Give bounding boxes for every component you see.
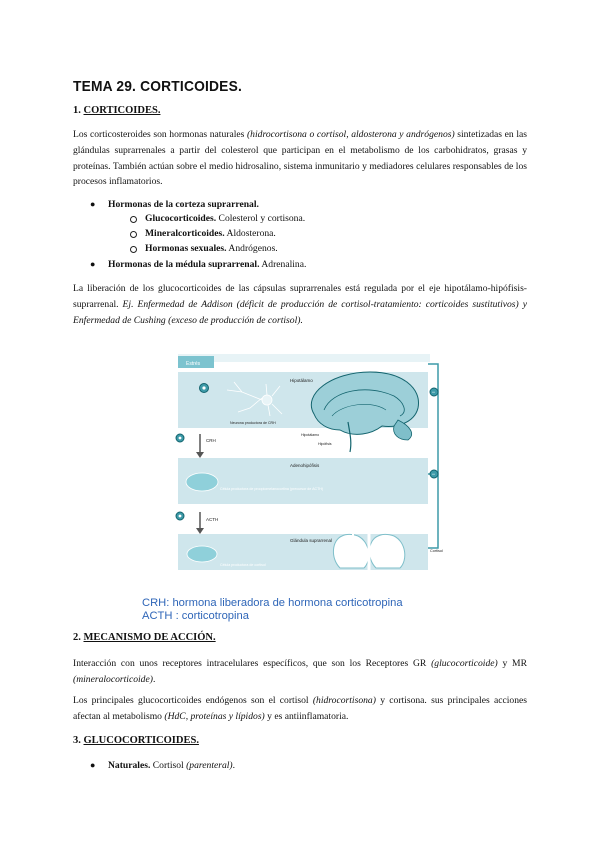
sub-bullet-circle <box>130 246 137 253</box>
stress-signal-dot <box>202 386 205 389</box>
mechanism-paragraph <box>73 656 527 688</box>
caption-crh: CRH: hormona liberadora de hormona corticotropina <box>142 597 403 609</box>
figure-top-band <box>178 354 430 362</box>
sub-bullet-circle <box>130 216 137 223</box>
neuron-label: Neurona productora de CRH <box>230 421 276 425</box>
list-item-medula: Hormonas de la médula suprarrenal. Adrenalina. <box>108 259 307 270</box>
sub-item-mineralcorticoides: Mineralcorticoides. Aldosterona. <box>145 228 276 239</box>
adenohypophysis-label: Adenohipófisis <box>290 463 320 468</box>
signal-dot <box>179 515 182 518</box>
italic-text: (hidrocortisona) <box>312 695 376 706</box>
italic-text: Ej. Enfermedad de Addison (déficit de producción de cortisol-tratamiento: corticoides sustitutivos) y Enfermedad de Cushing (exceso de producción de cortisol). <box>73 299 527 326</box>
liberation-paragraph <box>73 281 527 329</box>
crh-label: CRH <box>206 438 216 443</box>
adrenal-gland-label: Glándula suprarrenal <box>290 538 333 543</box>
caption-acth: ACTH : corticotropina <box>142 610 249 622</box>
stress-tab-label: Estrés <box>186 361 201 367</box>
adeno-cell-label: Célula productora de proopiomelanocortina (precursor de ACTH) <box>220 487 324 491</box>
inhibition-minus: − <box>431 472 436 478</box>
hipotalamo-label: Hipotálamo <box>301 433 320 437</box>
list-item-corteza <box>108 198 259 211</box>
section-2-heading: 2. MECANISMO DE ACCIÓN. <box>73 632 216 643</box>
sub-item-glucocorticoides: Glucocorticoides. Colesterol y cortisona. <box>145 213 306 224</box>
signal-dot <box>179 437 182 440</box>
text-run: sintetizadas en las glándulas suprarrenales a partir del colesterol que participan en el metabolismo de los carbohidratos, grasas y proteínas. También actúan sobre el medio hidrosalino, sistema inmunitario y mediadores celulares responsables de los procesos inflamatorios. <box>73 129 527 188</box>
intro-paragraph <box>73 127 527 190</box>
italic-text: (hidrocortisona o cortisol, aldosterona y andrógenos) <box>246 129 455 140</box>
cortisol-label: Cortisol <box>430 549 443 553</box>
hipofisis-label: Hipófisis <box>318 442 332 446</box>
hypothalamus-label: Hipotálamo <box>290 378 313 383</box>
text-run: La liberación de los glucocorticoides de las cápsulas suprarrenales está regulada por el eje hipotálamo-hipófisis-suprarrenal. <box>73 283 527 310</box>
section-2-title: MECANISMO DE ACCIÓN. <box>83 632 216 643</box>
acth-label: ACTH <box>206 517 219 522</box>
cortisol-cell-label: Célula productora de cortisol <box>220 563 266 567</box>
bullet-dot: ● <box>90 259 96 269</box>
adeno-cell-icon <box>186 473 218 491</box>
italic-text: (mineralocorticoide) <box>73 673 153 685</box>
text-run: y es antiinflamatoria. <box>264 710 349 722</box>
cortisol-cell-icon <box>187 546 217 562</box>
text-run: Interacción con unos receptores intracelulares específicos, que son los Receptores GR <box>73 658 432 669</box>
italic-text: (glucocorticoide) <box>431 658 498 669</box>
inhibition-minus: − <box>431 390 436 396</box>
section-3-heading: 3. GLUCOCORTICOIDES. <box>73 735 199 746</box>
text-run: y MR <box>497 658 527 669</box>
sub-bullet-circle <box>130 231 137 238</box>
hpa-axis-figure <box>172 354 448 570</box>
bullet-dot: ● <box>90 199 96 209</box>
text-run: . <box>152 673 156 685</box>
sub-item-hormonas-sexuales: Hormonas sexuales. Andrógenos. <box>145 243 278 254</box>
section-1-number: 1. <box>73 105 81 116</box>
section-1-heading <box>73 105 160 116</box>
list-item-naturales: Naturales. Cortisol (parenteral). <box>108 760 236 771</box>
page-title: TEMA 29. CORTICOIDES. <box>73 78 242 95</box>
section-1-title: CORTICOIDES. <box>83 105 161 116</box>
italic-text: (HdC, proteínas y lípidos) <box>164 710 265 722</box>
text-run: y cortisona. sus principales acciones afectan al metabolismo <box>73 695 528 722</box>
section-3-title: GLUCOCORTICOIDES. <box>83 735 199 746</box>
text-run: Los principales glucocorticoides endógenos son el cortisol <box>73 695 313 706</box>
text-run: Los corticosteroides son hormonas naturales <box>73 129 247 140</box>
bullet-dot: ● <box>90 760 96 770</box>
glucocorticoid-actions-paragraph <box>73 693 527 725</box>
list-item-bold: Hormonas de la corteza suprarrenal. <box>108 199 259 210</box>
